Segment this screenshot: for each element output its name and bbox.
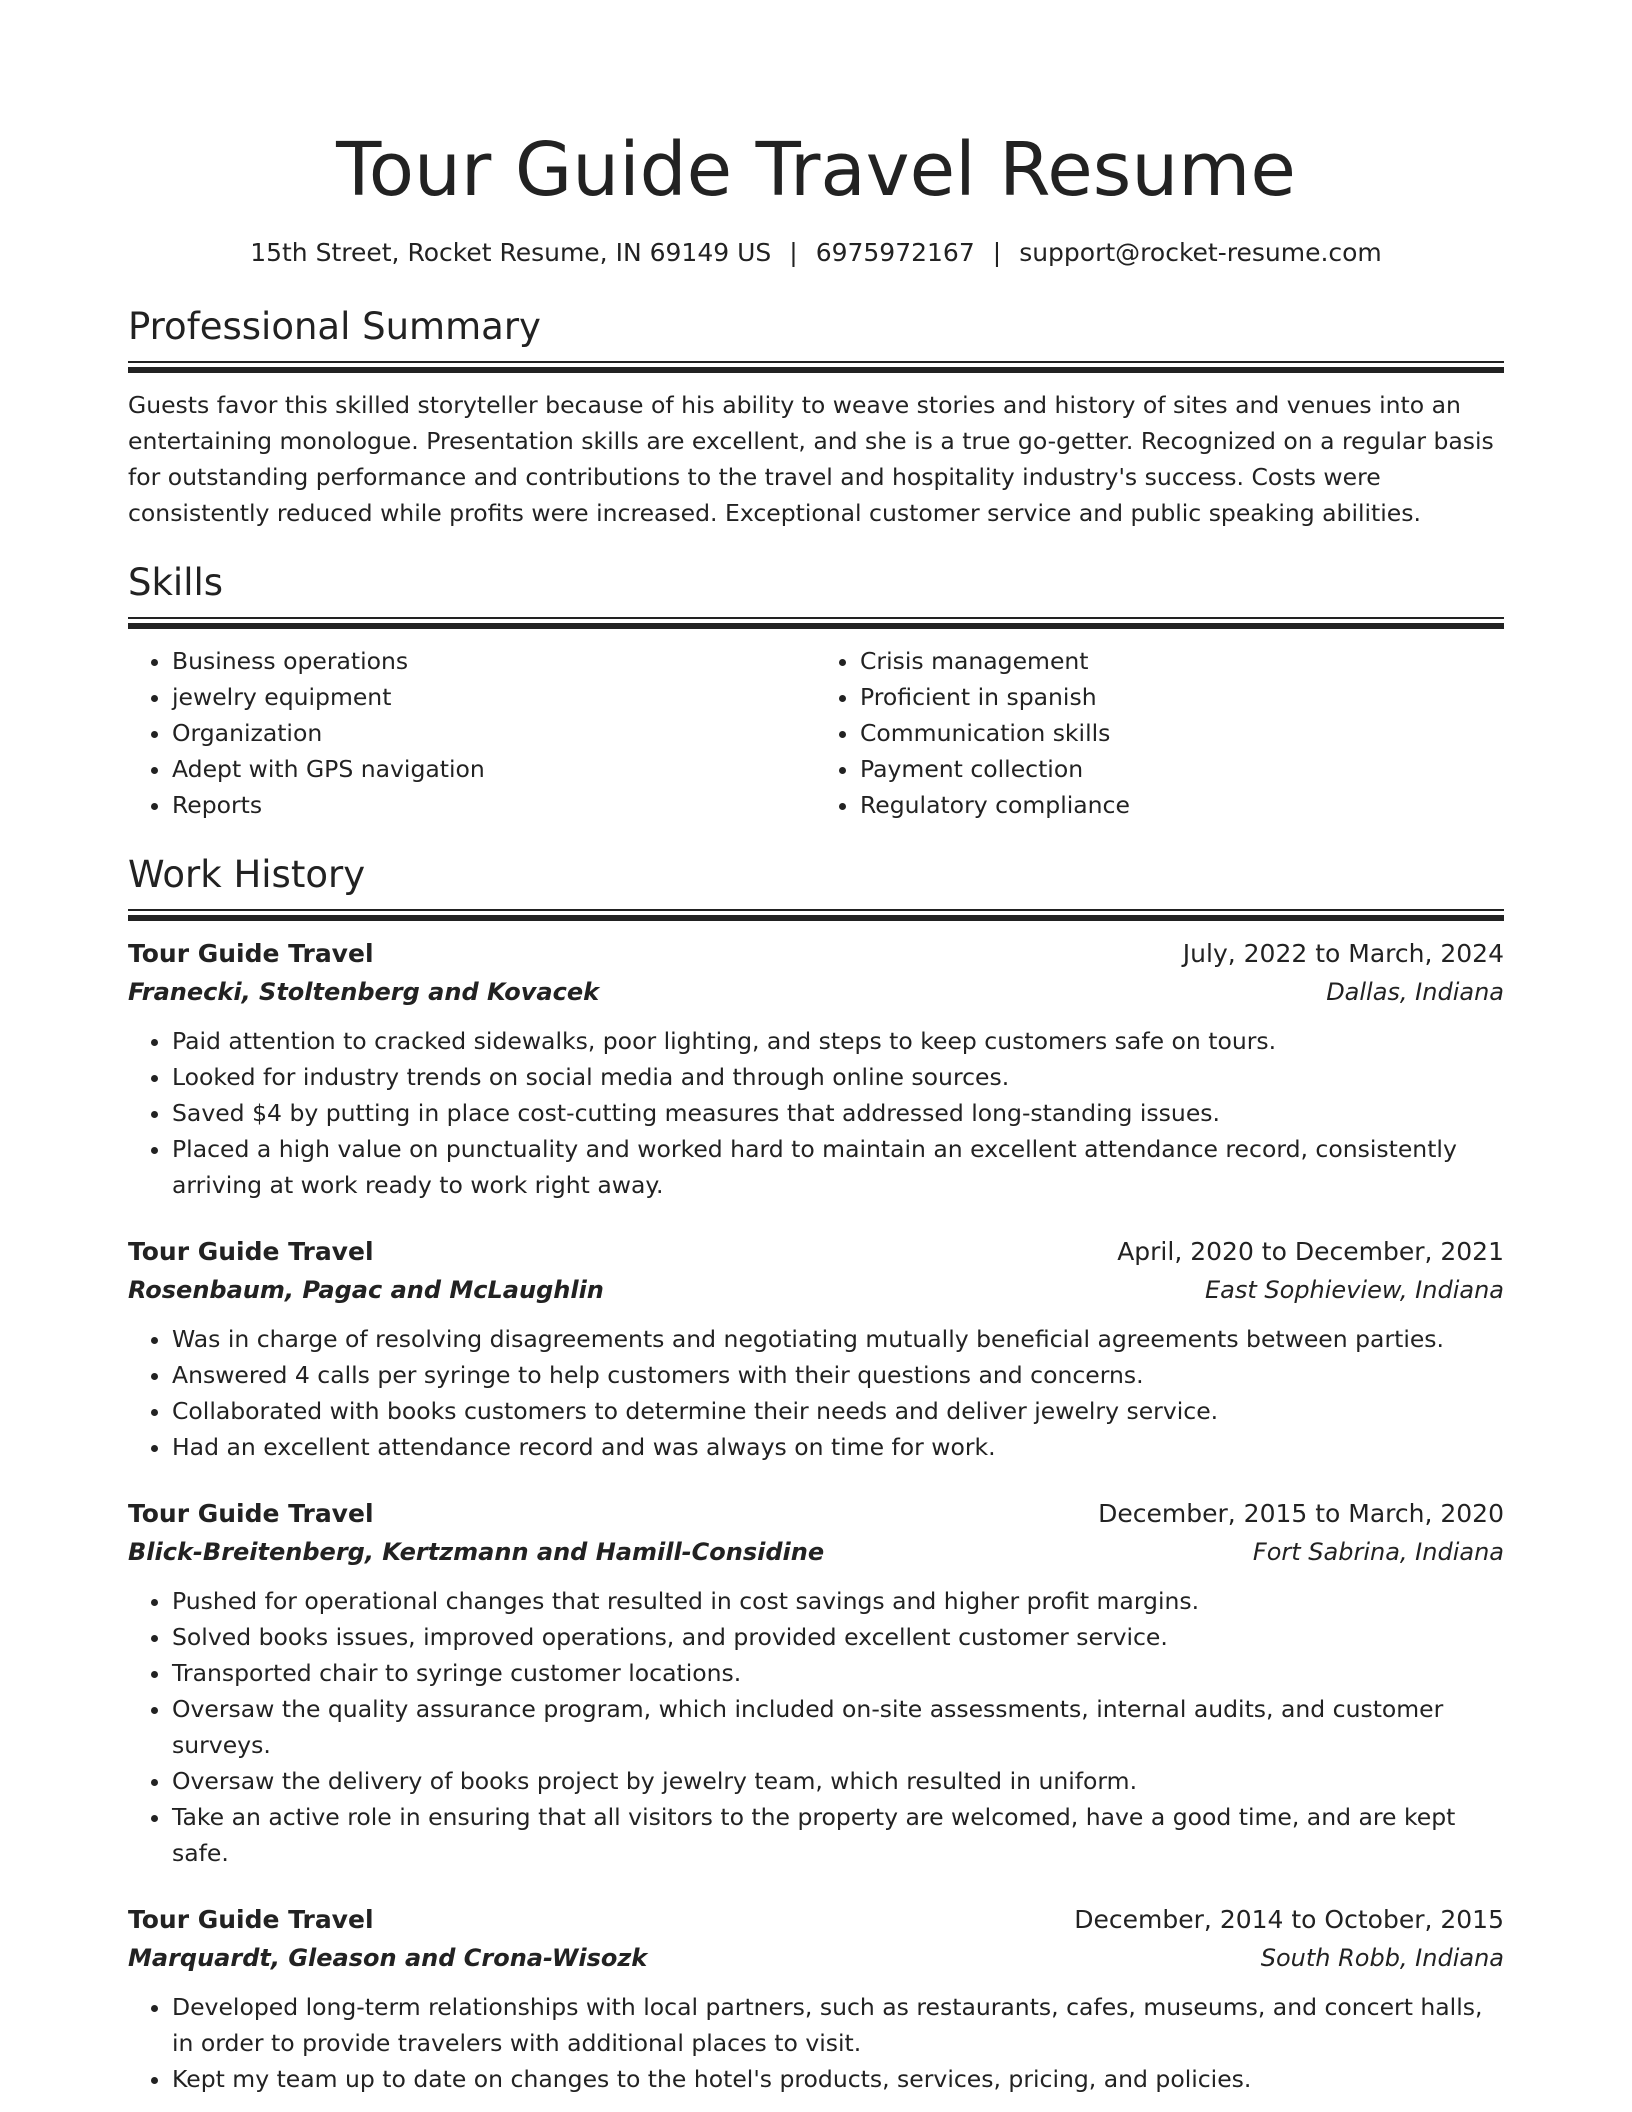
- job-entry: [128, 1901, 1504, 2097]
- job-location: South Robb, Indiana: [1260, 1944, 1504, 1972]
- skills-section: [128, 559, 1504, 823]
- job-bullet: • Collaborated with books customers to determine their needs and deliver jewelry service.: [172, 1393, 1504, 1429]
- job-header-row: [128, 935, 1504, 973]
- skills-columns: [128, 643, 1504, 823]
- resume-page: [128, 0, 1504, 2097]
- section-title-summary: Professional Summary: [128, 305, 541, 348]
- job-header-row: [128, 1901, 1504, 1939]
- job-company: Marquardt, Gleason and Crona-Wisozk: [128, 1944, 648, 1972]
- job-company-row: [128, 973, 1504, 1011]
- job-bullet: • Take an active role in ensuring that all visitors to the property are welcomed, have a good time, and are kept safe.: [172, 1799, 1504, 1871]
- skill-item: • Organization: [172, 715, 816, 751]
- section-divider: [128, 617, 1504, 629]
- job-title: Tour Guide Travel: [128, 1237, 374, 1266]
- contact-address: 15th Street, Rocket Resume, IN 69149 US: [250, 238, 772, 267]
- job-bullet: • Developed long-term relationships with local partners, such as restaurants, cafes, museums, and concert halls, in order to provide travelers with additional places to visit.: [172, 1989, 1504, 2061]
- job-bullets: [128, 1583, 1504, 1871]
- job-header-row: [128, 1233, 1504, 1271]
- skill-item: • jewelry equipment: [172, 679, 816, 715]
- skill-item: • Regulatory compliance: [860, 787, 1504, 823]
- skill-item: • Adept with GPS navigation: [172, 751, 816, 787]
- resume-name: Tour Guide Travel Resume: [336, 127, 1296, 213]
- contact-line: [128, 236, 1504, 270]
- job-bullet: • Saved $4 by putting in place cost-cutting measures that addressed long-standing issues.: [172, 1095, 1504, 1131]
- job-bullet: • Placed a high value on punctuality and worked hard to maintain an excellent attendance record, consistently arriving at work ready to work right away.: [172, 1131, 1504, 1203]
- skill-item: • Reports: [172, 787, 816, 823]
- contact-phone: 6975972167: [815, 238, 975, 267]
- job-company-row: [128, 1271, 1504, 1309]
- skill-item: • Proficient in spanish: [860, 679, 1504, 715]
- summary-text: Guests favor this skilled storyteller because of his ability to weave stories and history of sites and venues into an entertaining monologue. Presentation skills are excellent, and she is a true go-getter. Recognized on a regular basis for outstanding performance and contributions to the travel and hospitality industry's success. Costs were consistently reduced while profits were increased. Exceptional customer service and public speaking abilities.: [128, 391, 1494, 527]
- job-bullet: • Kept my team up to date on changes to the hotel's products, services, pricing, and policies.: [172, 2061, 1504, 2097]
- job-bullet: • Had an excellent attendance record and was always on time for work.: [172, 1429, 1504, 1465]
- job-bullets: [128, 1989, 1504, 2097]
- skills-list-left: [128, 643, 816, 823]
- skill-item: • Crisis management: [860, 643, 1504, 679]
- job-bullet: • Was in charge of resolving disagreements and negotiating mutually beneficial agreements between parties.: [172, 1321, 1504, 1357]
- summary-section: [128, 303, 1504, 531]
- job-entry: [128, 935, 1504, 1203]
- job-dates: July, 2022 to March, 2024: [1182, 939, 1504, 968]
- work-history-section: [128, 851, 1504, 2097]
- job-company-row: [128, 1533, 1504, 1571]
- skill-item: • Payment collection: [860, 751, 1504, 787]
- job-title: Tour Guide Travel: [128, 1905, 374, 1934]
- section-title-skills: Skills: [128, 561, 224, 604]
- job-location: East Sophieview, Indiana: [1204, 1276, 1504, 1304]
- job-bullet: • Answered 4 calls per syringe to help customers with their questions and concerns.: [172, 1357, 1504, 1393]
- job-entry: [128, 1233, 1504, 1465]
- skill-item: • Business operations: [172, 643, 816, 679]
- skill-item: • Communication skills: [860, 715, 1504, 751]
- job-company-row: [128, 1939, 1504, 1977]
- skills-list-right: [816, 643, 1504, 823]
- job-title: Tour Guide Travel: [128, 1499, 374, 1528]
- job-location: Dallas, Indiana: [1326, 978, 1504, 1006]
- job-header-row: [128, 1495, 1504, 1533]
- contact-separator: |: [789, 238, 798, 267]
- job-bullet: • Looked for industry trends on social media and through online sources.: [172, 1059, 1504, 1095]
- job-bullet: • Solved books issues, improved operations, and provided excellent customer service.: [172, 1619, 1504, 1655]
- job-bullets: [128, 1023, 1504, 1203]
- job-company: Rosenbaum, Pagac and McLaughlin: [128, 1276, 604, 1304]
- job-bullet: • Oversaw the quality assurance program, which included on-site assessments, internal audits, and customer surveys.: [172, 1691, 1504, 1763]
- section-divider: [128, 909, 1504, 921]
- job-location: Fort Sabrina, Indiana: [1252, 1538, 1504, 1566]
- section-title-work-history: Work History: [128, 853, 366, 896]
- job-bullet: • Transported chair to syringe customer locations.: [172, 1655, 1504, 1691]
- job-bullet: • Oversaw the delivery of books project by jewelry team, which resulted in uniform.: [172, 1763, 1504, 1799]
- job-title: Tour Guide Travel: [128, 939, 374, 968]
- contact-email: support@rocket-resume.com: [1019, 238, 1382, 267]
- job-dates: December, 2015 to March, 2020: [1098, 1499, 1504, 1528]
- job-dates: April, 2020 to December, 2021: [1117, 1237, 1504, 1266]
- job-bullets: [128, 1321, 1504, 1465]
- job-company: Franecki, Stoltenberg and Kovacek: [128, 978, 600, 1006]
- job-company: Blick-Breitenberg, Kertzmann and Hamill-Considine: [128, 1538, 825, 1566]
- job-bullet: • Paid attention to cracked sidewalks, poor lighting, and steps to keep customers safe on tours.: [172, 1023, 1504, 1059]
- contact-separator: |: [992, 238, 1002, 267]
- job-bullet: • Pushed for operational changes that resulted in cost savings and higher profit margins.: [172, 1583, 1504, 1619]
- job-entry: [128, 1495, 1504, 1871]
- job-dates: December, 2014 to October, 2015: [1074, 1905, 1504, 1934]
- section-divider: [128, 361, 1504, 373]
